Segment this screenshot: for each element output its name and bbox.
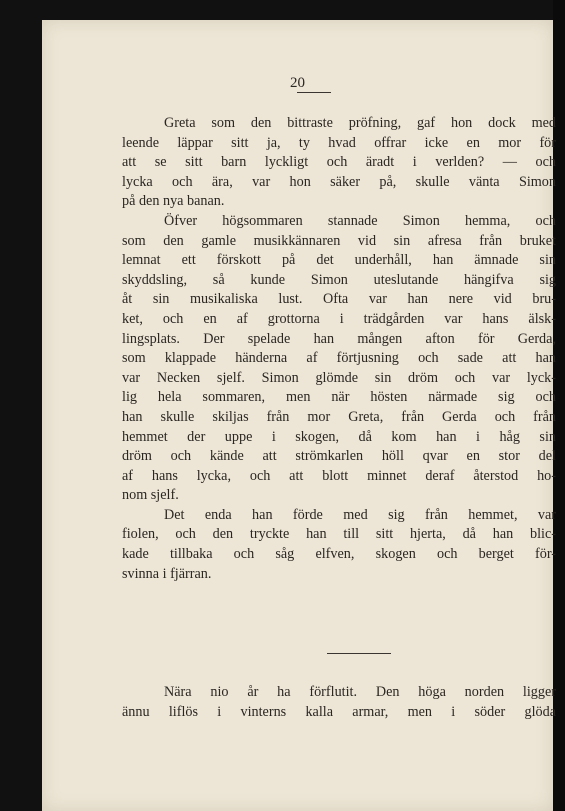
text-line: som den gamle musikkännaren vid sin afresa från bruket xyxy=(122,232,556,249)
body-text-bottom xyxy=(122,683,556,722)
body-text-top xyxy=(122,114,556,584)
page-number: 20 xyxy=(290,75,305,91)
text-line: lig hela sommaren, men när hösten närmade sig och xyxy=(122,389,556,406)
text-line: nom sjelf. xyxy=(122,487,179,504)
text-line: af hans lycka, och att blott minnet deraf återstod ho- xyxy=(122,467,556,484)
text-line: hemmet der uppe i skogen, då kom han i håg sin xyxy=(122,428,556,445)
text-line: lingsplats. Der spelade han mången afton för Gerda, xyxy=(122,330,556,347)
text-line: Öfver högsommaren stannade Simon hemma, och xyxy=(164,212,556,229)
section-divider xyxy=(327,653,391,654)
text-line: att se sitt barn lyckligt och äradt i verlden? — och xyxy=(122,154,556,171)
text-line: fiolen, och den tryckte han till sitt hjerta, då han blic- xyxy=(122,526,556,543)
text-line: Det enda han förde med sig från hemmet, var xyxy=(164,506,556,523)
text-line: på den nya banan. xyxy=(122,193,225,210)
text-line: ännu liflös i vinterns kalla armar, men i söder glöda xyxy=(122,703,556,720)
text-line: lemnat ett förskott på det underhåll, han ämnade sin xyxy=(122,252,556,269)
text-line: Greta som den bittraste pröfning, gaf hon dock med xyxy=(164,115,556,131)
text-line: åt sin musikaliska lust. Ofta var han nere vid bru- xyxy=(122,291,556,308)
text-line: Nära nio år ha förflutit. Den höga norden ligger xyxy=(164,684,556,700)
text-line: han skulle skiljas från mor Greta, från Gerda och från xyxy=(122,408,556,425)
book-page xyxy=(42,20,556,811)
text-line: lycka och ära, var hon säker på, skulle vänta Simon xyxy=(122,173,556,190)
text-line: kade tillbaka och såg elfven, skogen och berget för- xyxy=(122,546,556,563)
text-line: leende läppar sitt ja, ty hvad offrar icke en mor för xyxy=(122,134,556,151)
text-line: svinna i fjärran. xyxy=(122,565,212,582)
text-line: dröm och kände att strömkarlen höll qvar en stor del xyxy=(122,448,556,465)
page-number-underline xyxy=(297,92,331,93)
text-line: var Necken sjelf. Simon glömde sin dröm och var lyck- xyxy=(122,369,556,386)
text-line: skyddsling, så kunde Simon uteslutande hängifva sig xyxy=(122,271,556,288)
text-line: ket, och en af grottorna i trädgården var hans älsk- xyxy=(122,310,556,327)
text-line: som klappade händerna af förtjusning och sade att han xyxy=(122,350,556,367)
